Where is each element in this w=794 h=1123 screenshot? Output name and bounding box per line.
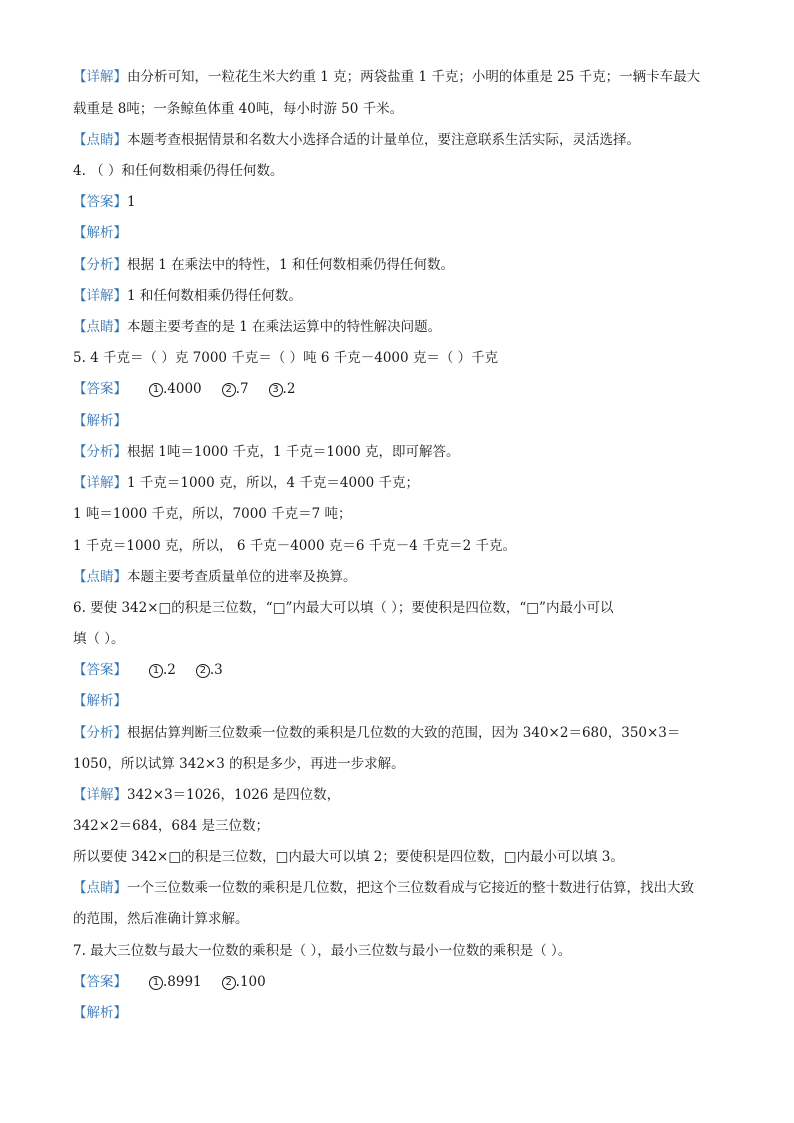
text-line bbox=[73, 505, 352, 523]
line-text: 1 千克＝1000 克，所以，4 千克＝4000 千克； bbox=[127, 475, 420, 491]
section-tag: 【点睛】 bbox=[73, 569, 127, 585]
text-line bbox=[73, 68, 700, 86]
answer-value: .4000 bbox=[163, 381, 202, 397]
line-text: 1 bbox=[127, 194, 136, 210]
line-text: 根据 1 在乘法中的特性，1 和任何数相乘仍得任何数。 bbox=[127, 257, 455, 273]
text-line bbox=[73, 692, 127, 710]
text-line bbox=[73, 100, 403, 118]
line-text: 1 和任何数相乘仍得任何数。 bbox=[127, 288, 302, 304]
answer-item bbox=[222, 974, 266, 990]
text-line bbox=[73, 131, 640, 149]
text-line bbox=[73, 193, 136, 211]
text-line bbox=[73, 412, 127, 430]
text-line bbox=[73, 349, 498, 367]
line-text: 本题主要考查质量单位的进率及换算。 bbox=[127, 569, 357, 585]
circled-number: 1 bbox=[149, 664, 163, 678]
line-text: 所以要使 342×□的积是三位数，□内最大可以填 2；要使积是四位数，□内最小可以填 3。 bbox=[73, 849, 624, 865]
section-tag: 【解析】 bbox=[73, 413, 127, 429]
line-text: 1 千克＝1000 克，所以， 6 千克－4000 克＝6 千克－4 千克＝2 千克。 bbox=[73, 538, 516, 554]
text-line bbox=[73, 973, 286, 991]
answer-value: .3 bbox=[209, 662, 223, 678]
line-text: 根据 1吨＝1000 千克，1 千克＝1000 克，即可解答。 bbox=[127, 444, 460, 460]
answer-value: .100 bbox=[235, 974, 266, 990]
text-line bbox=[73, 256, 454, 274]
text-line bbox=[73, 599, 613, 617]
line-text: 4. （ ）和任何数相乘仍得任何数。 bbox=[73, 163, 284, 179]
answer-item bbox=[269, 381, 296, 397]
section-tag: 【分析】 bbox=[73, 725, 127, 741]
line-text: 5. 4 千克＝（ ）克 7000 千克＝（ ）吨 6 千克－4000 克＝（ ）千克 bbox=[73, 350, 499, 366]
circled-number: 2 bbox=[222, 383, 236, 397]
text-line bbox=[73, 318, 441, 336]
text-line bbox=[73, 942, 571, 960]
section-tag: 【详解】 bbox=[73, 288, 127, 304]
answer-item bbox=[149, 974, 202, 990]
circled-number: 1 bbox=[149, 383, 163, 397]
text-line bbox=[73, 755, 405, 773]
text-line bbox=[73, 162, 283, 180]
line-text: 342×2＝684，684 是三位数； bbox=[73, 818, 269, 834]
line-text: 342×3＝1026，1026 是四位数， bbox=[127, 787, 341, 803]
circled-number: 2 bbox=[222, 976, 236, 990]
line-text: 7. 最大三位数与最大一位数的乘积是（ ），最小三位数与最小一位数的乘积是（ ）。 bbox=[73, 943, 572, 959]
text-line bbox=[73, 910, 249, 928]
text-line bbox=[73, 661, 243, 679]
answer-item bbox=[149, 381, 202, 397]
answer-list bbox=[149, 380, 315, 398]
text-line bbox=[73, 724, 680, 742]
section-tag: 【解析】 bbox=[73, 225, 127, 241]
line-text: 根据估算判断三位数乘一位数的乘积是几位数的大致的范围，因为 340×2＝680，350×3＝ bbox=[127, 725, 681, 741]
circled-number: 1 bbox=[149, 976, 163, 990]
text-line bbox=[73, 287, 302, 305]
answer-value: .7 bbox=[235, 381, 249, 397]
answer-list bbox=[149, 661, 243, 679]
text-line bbox=[73, 443, 460, 461]
section-tag: 【详解】 bbox=[73, 475, 127, 491]
line-text: 1 吨＝1000 千克，所以，7000 千克＝7 吨； bbox=[73, 506, 352, 522]
section-tag: 【分析】 bbox=[73, 257, 127, 273]
line-text: 本题主要考查的是 1 在乘法运算中的特性解决问题。 bbox=[127, 319, 442, 335]
text-line bbox=[73, 568, 357, 586]
section-tag: 【详解】 bbox=[73, 787, 127, 803]
section-tag: 【分析】 bbox=[73, 444, 127, 460]
section-tag: 【详解】 bbox=[73, 69, 127, 85]
text-line bbox=[73, 879, 694, 897]
section-tag: 【答案】 bbox=[73, 662, 127, 678]
line-text: 由分析可知，一粒花生米大约重 1 克；两袋盐重 1 千克；小明的体重是 25 千克；一辆卡车最大 bbox=[127, 69, 701, 85]
answer-item bbox=[196, 662, 223, 678]
section-tag: 【解析】 bbox=[73, 693, 127, 709]
answer-item bbox=[149, 662, 176, 678]
line-text: 本题考查根据情景和名数大小选择合适的计量单位，要注意联系生活实际，灵活选择。 bbox=[127, 132, 640, 148]
line-text: 6. 要使 342×□的积是三位数，“□”内最大可以填（ ）；要使积是四位数，“□”内最小可以 bbox=[73, 600, 614, 616]
line-text: 载重是 8吨；一条鲸鱼体重 40吨，每小时游 50 千米。 bbox=[73, 101, 404, 117]
text-line bbox=[73, 786, 340, 804]
section-tag: 【点睛】 bbox=[73, 319, 127, 335]
answer-value: .8991 bbox=[163, 974, 202, 990]
text-line bbox=[73, 474, 419, 492]
answer-item bbox=[222, 381, 249, 397]
line-text: 一个三位数乘一位数的乘积是几位数，把这个三位数看成与它接近的整十数进行估算，找出大致 bbox=[127, 880, 694, 896]
text-line bbox=[73, 630, 125, 648]
text-line bbox=[73, 817, 269, 835]
line-text: 填（ ）。 bbox=[73, 631, 125, 647]
answer-list bbox=[149, 973, 286, 991]
line-text: 1050，所以试算 342×3 的积是多少，再进一步求解。 bbox=[73, 756, 405, 772]
text-line bbox=[73, 1004, 127, 1022]
section-tag: 【点睛】 bbox=[73, 880, 127, 896]
text-line bbox=[73, 848, 624, 866]
section-tag: 【答案】 bbox=[73, 194, 127, 210]
line-text: 的范围，然后准确计算求解。 bbox=[73, 911, 249, 927]
text-line bbox=[73, 380, 315, 398]
circled-number: 2 bbox=[196, 664, 210, 678]
text-line bbox=[73, 224, 127, 242]
section-tag: 【答案】 bbox=[73, 381, 127, 397]
section-tag: 【解析】 bbox=[73, 1005, 127, 1021]
section-tag: 【点睛】 bbox=[73, 132, 127, 148]
section-tag: 【答案】 bbox=[73, 974, 127, 990]
answer-value: .2 bbox=[163, 662, 176, 678]
text-line bbox=[73, 537, 516, 555]
answer-value: .2 bbox=[282, 381, 296, 397]
circled-number: 3 bbox=[269, 383, 283, 397]
